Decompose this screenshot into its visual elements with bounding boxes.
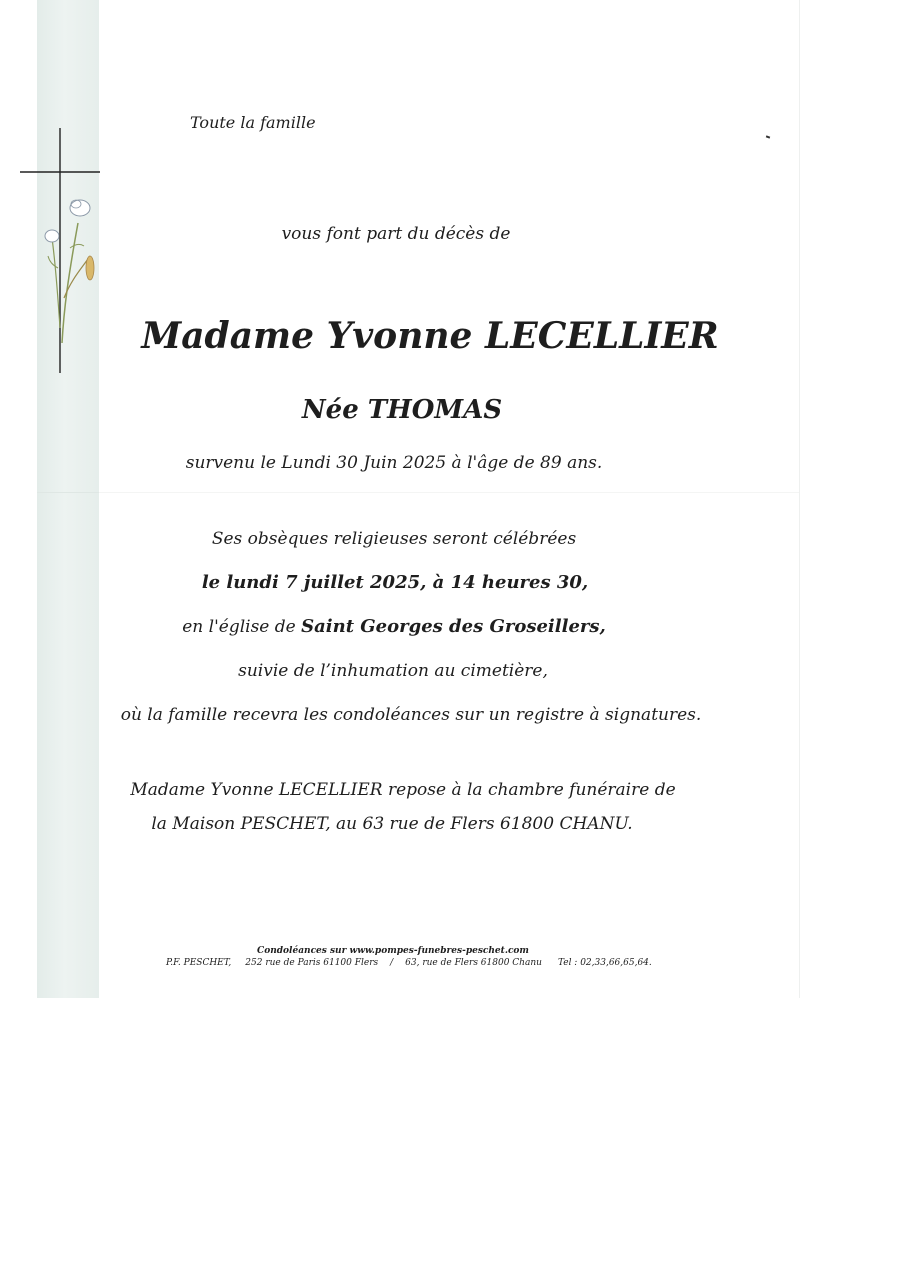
maiden-name-text: Née THOMAS <box>301 395 503 425</box>
page-fold-line <box>99 492 799 493</box>
footer-separator: / <box>390 958 394 968</box>
footer-address-line <box>166 957 652 969</box>
burial-text: suivie de l’inhumation au cimetière, <box>238 661 548 681</box>
church-name: Saint Georges des Groseillers, <box>301 616 606 637</box>
church-prefix: en l'église de <box>182 617 302 637</box>
death-date-text: survenu le Lundi 30 Juin 2025 à l'âge de 89 ans. <box>185 453 603 473</box>
family-line: Toute la famille <box>190 113 316 132</box>
footer-phone: Tel : 02,33,66,65,64. <box>557 958 652 968</box>
footer-company: P.F. PESCHET, <box>166 958 232 968</box>
funeral-date-text: le lundi 7 juillet 2025, à 14 heures 30, <box>201 572 589 593</box>
repose-text-1: Madame Yvonne LECELLIER repose à la chambre funéraire de <box>130 780 676 800</box>
scan-speck <box>766 135 770 138</box>
church-line-content <box>182 615 606 639</box>
announcement-text: vous font part du décès de <box>281 224 511 244</box>
funeral-intro-text: Ses obsèques religieuses seront célébrées <box>211 529 577 549</box>
cross-flower-icon <box>20 128 100 373</box>
deceased-name-text: Madame Yvonne LECELLIER <box>141 315 719 357</box>
condolences-text: où la famille recevra les condoléances sur un registre à signatures. <box>120 705 702 725</box>
band-fold-line <box>37 492 99 493</box>
footer-address-chanu: 63, rue de Flers 61800 Chanu <box>405 958 542 968</box>
footer-address-flers: 252 rue de Paris 61100 Flers <box>245 958 379 968</box>
footer-website: Condoléances sur www.pompes-funebres-peschet.com <box>257 946 529 956</box>
repose-text-2: la Maison PESCHET, au 63 rue de Flers 61800 CHANU. <box>151 814 633 834</box>
page-edge <box>799 0 800 998</box>
